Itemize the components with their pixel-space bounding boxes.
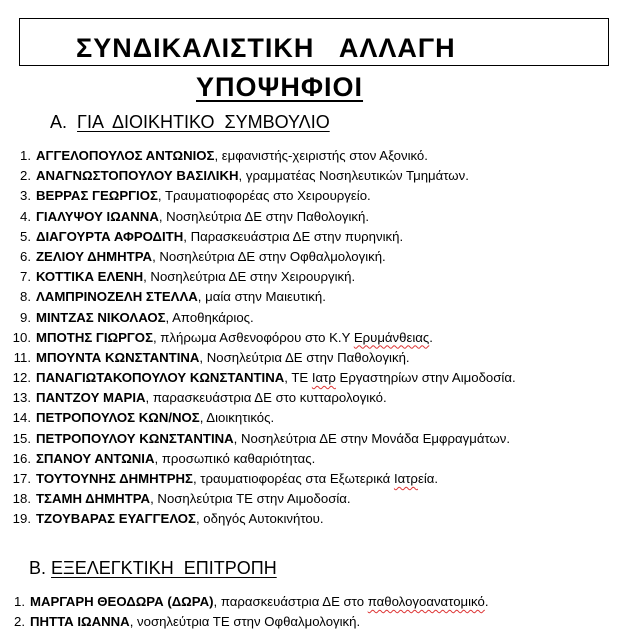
candidate-role: , Νοσηλεύτρια ΔΕ στην Παθολογική.: [199, 349, 410, 365]
candidate-number: 10.: [12, 329, 31, 345]
candidate-item: [12, 509, 516, 529]
candidate-role: , Νοσηλεύτρια ΤΕ στην Αιμοδοσία.: [150, 491, 351, 507]
audit-candidate-list: [6, 592, 489, 632]
candidate-item: [12, 348, 516, 368]
candidate-number: 4.: [20, 208, 31, 224]
candidate-name: ΚΟΤΤΙΚΑ ΕΛΕΝΗ: [36, 269, 144, 285]
candidate-number: 16.: [12, 450, 31, 466]
candidate-name: ΑΝΑΓΝΩΣΤΟΠΟΥΛΟΥ ΒΑΣΙΛΙΚΗ: [36, 168, 239, 184]
candidate-item: [12, 287, 516, 307]
candidate-name: ΓΙΑΛΥΨΟΥ ΙΩΑΝΝΑ: [36, 208, 159, 224]
candidate-role: , Νοσηλεύτρια ΔΕ στην Μονάδα Εμφραγμάτων.: [233, 430, 511, 446]
candidate-role: , νοσηλεύτρια ΤΕ στην Οφθαλμολογική.: [129, 614, 361, 630]
candidate-role: , Νοσηλεύτρια ΔΕ στην Χειρουργική.: [143, 269, 356, 285]
page-subtitle: ΥΠΟΨΗΦΙΟΙ: [196, 72, 364, 102]
candidate-role: , Παρασκευάστρια ΔΕ στην πυρηνική.: [183, 228, 404, 244]
candidate-number: 11.: [13, 349, 31, 365]
candidate-name: ΤΖΟΥΒΑΡΑΣ ΕΥΑΓΓΕΛΟΣ: [36, 511, 196, 527]
candidate-number: 19.: [12, 511, 31, 527]
candidate-role: , παρασκευάστρια ΔΕ στο κυτταρολογικό.: [145, 390, 387, 406]
candidate-number: 1.: [14, 594, 25, 609]
candidate-item: [12, 429, 516, 449]
candidate-item: [6, 612, 489, 632]
candidate-number: 8.: [20, 289, 31, 305]
candidate-item: [12, 328, 516, 348]
candidate-number: 12.: [12, 370, 31, 386]
candidate-item: [12, 267, 516, 287]
candidate-name: ΜΙΝΤΖΑΣ ΝΙΚΟΛΑΟΣ: [36, 309, 166, 325]
candidate-name: ΜΠΟΥΝΤΑ ΚΩΝΣΤΑΝΤΙΝΑ: [36, 349, 200, 365]
candidate-item: [12, 207, 516, 227]
spellcheck-mark: Ερυμάνθειας: [353, 329, 430, 345]
candidate-name: ΜΠΟΤΗΣ ΓΙΩΡΓΟΣ: [36, 329, 153, 345]
candidate-name: ΠΗΤΤΑ ΙΩΑΝΝΑ: [30, 614, 130, 630]
candidate-number: 13.: [12, 390, 31, 406]
candidate-item: [12, 408, 516, 428]
section-b-title: ΕΞΕΛΕΓΚΤΙΚΗ ΕΠΙΤΡΟΠΗ: [51, 558, 277, 578]
candidate-role: , ΤΕ Ιατρ Εργαστηρίων στην Αιμοδοσία.: [284, 370, 516, 386]
section-a-title: ΓΙΑ ΔΙΟΙΚΗΤΙΚΟ ΣΥΜΒΟΥΛΙΟ: [77, 112, 330, 132]
candidate-role: , Νοσηλεύτρια ΔΕ στην Οφθαλμολογική.: [152, 248, 386, 264]
page-title: ΣΥΝΔΙΚΑΛΙΣΤΙΚΗ ΑΛΛΑΓΗ: [76, 33, 456, 63]
candidate-number: 2.: [14, 614, 25, 630]
candidate-number: 3.: [20, 188, 31, 204]
candidate-name: ΣΠΑΝΟΥ ΑΝΤΩΝΙΑ: [36, 450, 155, 466]
candidate-item: [12, 166, 516, 186]
candidate-name: ΠΑΝΤΖΟΥ ΜΑΡΙΑ: [36, 390, 146, 406]
candidate-item: [12, 186, 516, 206]
candidate-name: ΜΑΡΓΑΡΗ ΘΕΟΔΩΡΑ (ΔΩΡΑ): [30, 594, 214, 609]
candidate-name: ΠΑΝΑΓΙΩΤΑΚΟΠΟΥΛΟΥ ΚΩΝΣΤΑΝΤΙΝΑ: [36, 370, 285, 386]
candidate-item: [12, 146, 516, 166]
candidate-name: ΛΑΜΠΡΙΝΟΖΕΛΗ ΣΤΕΛΛΑ: [36, 289, 198, 305]
candidate-name: ΠΕΤΡΟΠΟΥΛΟΣ ΚΩΝ/ΝΟΣ: [36, 410, 200, 426]
candidate-item: [12, 308, 516, 328]
candidate-name: ΤΣΑΜΗ ΔΗΜΗΤΡΑ: [36, 491, 151, 507]
section-a-letter: Α.: [50, 112, 68, 132]
board-candidate-list: [12, 146, 516, 530]
candidate-item: [12, 368, 516, 388]
candidate-item: [12, 227, 516, 247]
candidate-number: 6.: [20, 248, 31, 264]
candidate-name: ΠΕΤΡΟΠΟΥΛΟΥ ΚΩΝΣΤΑΝΤΙΝΑ: [36, 430, 234, 446]
candidate-number: 1.: [20, 148, 31, 163]
spellcheck-mark: παθολογοανατομικό: [367, 594, 485, 609]
candidate-number: 7.: [20, 269, 31, 285]
candidate-role: , Νοσηλεύτρια ΔΕ στην Παθολογική.: [158, 208, 370, 224]
candidate-role: , οδηγός Αυτοκινήτου.: [195, 511, 324, 527]
candidate-item: [6, 592, 489, 612]
candidate-number: 17.: [12, 471, 31, 486]
candidate-role: , προσωπικό καθαριότητας.: [154, 450, 316, 466]
candidate-role: , Τραυματιοφορέας στο Χειρουργείο.: [157, 188, 371, 204]
section-b-heading: [29, 558, 277, 579]
candidate-role: , Διοικητικός.: [199, 410, 275, 426]
candidate-role: , μαία στην Μαιευτική.: [197, 289, 326, 305]
candidate-item: [12, 469, 516, 489]
candidate-number: 14.: [12, 410, 31, 426]
spellcheck-mark: Ιατρ: [311, 370, 336, 386]
candidate-name: ΑΓΓΕΛΟΠΟΥΛΟΣ ΑΝΤΩΝΙΟΣ: [36, 148, 215, 163]
candidate-number: 15.: [12, 430, 31, 446]
candidate-number: 2.: [20, 168, 31, 184]
spellcheck-mark: Ιατρ: [393, 471, 418, 486]
candidate-number: 18.: [12, 491, 31, 507]
candidate-name: ΖΕΛΙΟΥ ΔΗΜΗΤΡΑ: [36, 248, 153, 264]
candidate-role: , Αποθηκάριος.: [165, 309, 254, 325]
candidate-role: , παρασκευάστρια ΔΕ στο παθολογοανατομικό.: [213, 594, 489, 609]
candidate-number: 5.: [20, 228, 31, 244]
candidate-name: ΔΙΑΓΟΥΡΤΑ ΑΦΡΟΔΙΤΗ: [36, 228, 184, 244]
section-a-heading: [50, 112, 330, 133]
candidate-name: ΒΕΡΡΑΣ ΓΕΩΡΓΙΟΣ: [36, 188, 158, 204]
candidate-name: ΤΟΥΤΟΥΝΗΣ ΔΗΜΗΤΡΗΣ: [36, 471, 193, 486]
candidate-number: 9.: [20, 309, 31, 325]
candidate-role: , εμφανιστής-χειριστής στον Αξονικό.: [214, 148, 428, 163]
section-b-letter: Β.: [29, 558, 47, 578]
candidate-item: [12, 449, 516, 469]
candidate-role: , πλήρωμα Ασθενοφόρου στο Κ.Υ Ερυμάνθειας.: [152, 329, 433, 345]
candidate-item: [12, 388, 516, 408]
candidate-role: , τραυματιοφορέας στα Εξωτερικά Ιατρεία.: [192, 471, 439, 486]
candidate-role: , γραμματέας Νοσηλευτικών Τμημάτων.: [238, 168, 469, 184]
candidate-item: [12, 247, 516, 267]
candidate-item: [12, 489, 516, 509]
